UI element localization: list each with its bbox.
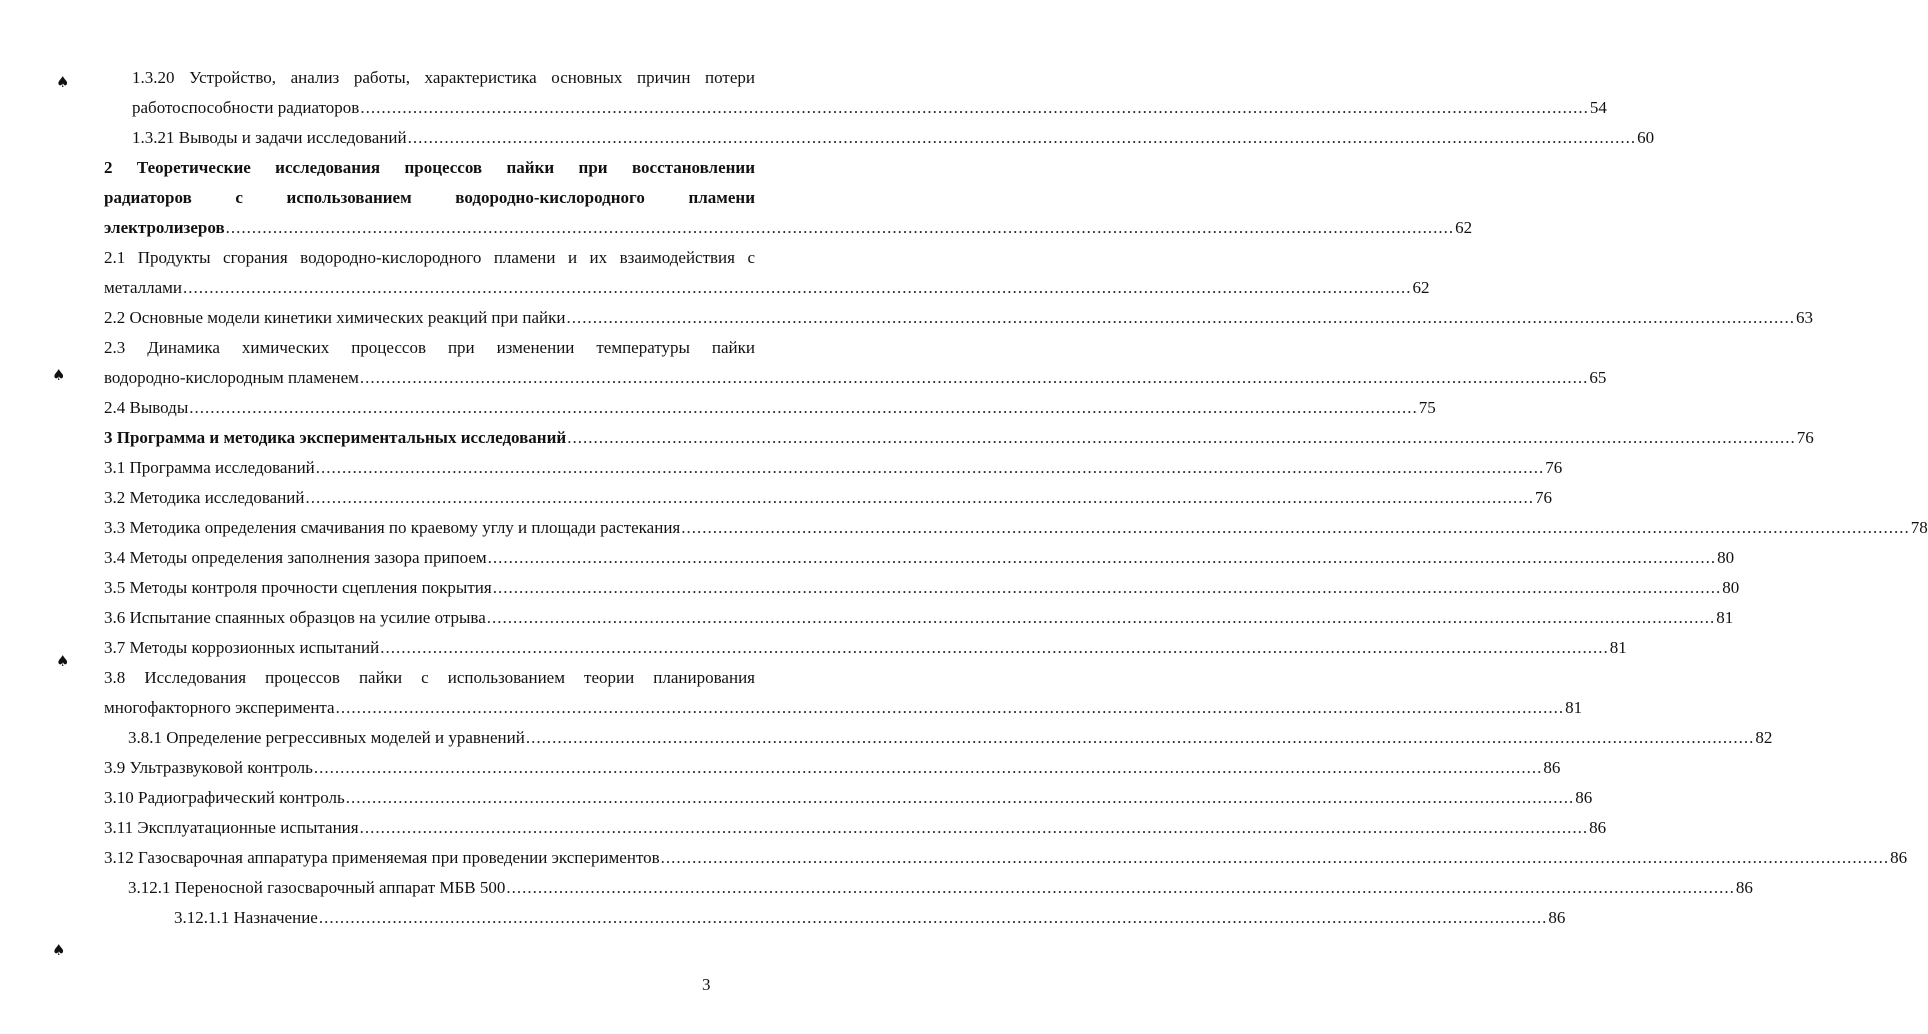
punch-hole-mark: ♠ bbox=[52, 366, 66, 384]
toc-leader-dots: .......................................................................................................................................................................................................................................... bbox=[681, 518, 1910, 537]
toc-leader-dots: .......................................................................................................................................................................................................................................... bbox=[506, 878, 1735, 897]
toc-entry-title: 3.12.1.1 Назначение bbox=[174, 908, 318, 927]
toc-entry-3-9[interactable] bbox=[104, 753, 1561, 783]
toc-page-number: 86 bbox=[1890, 848, 1908, 867]
toc-leader-dots: .......................................................................................................................................................................................................................................... bbox=[359, 368, 1589, 387]
toc-leader-dots: .......................................................................................................................................................................................................................................... bbox=[487, 548, 1717, 567]
page-number: 3 bbox=[702, 975, 711, 994]
toc-page-number: 86 bbox=[1548, 908, 1566, 927]
toc-entry-title: металлами bbox=[104, 278, 183, 297]
toc-leader-dots: .......................................................................................................................................................................................................................................... bbox=[345, 788, 1575, 807]
toc-leader-dots: .......................................................................................................................................................................................................................................... bbox=[335, 698, 1565, 717]
toc-leader-dots: .......................................................................................................................................................................................................................................... bbox=[183, 278, 1412, 297]
toc-entry-3-5[interactable] bbox=[104, 573, 1740, 603]
toc-page-number: 86 bbox=[1575, 788, 1593, 807]
toc-entry-3-12-1-1[interactable] bbox=[174, 903, 1566, 933]
toc-entry-title: работоспособности радиаторов bbox=[132, 98, 360, 117]
toc-page-number: 76 bbox=[1534, 488, 1552, 507]
toc-chapter-3[interactable] bbox=[104, 423, 1814, 453]
toc-page-number: 63 bbox=[1795, 308, 1813, 327]
toc-entry-2-3[interactable] bbox=[104, 363, 1607, 393]
toc-page-number: 86 bbox=[1543, 758, 1561, 777]
toc-page-number: 80 bbox=[1717, 548, 1735, 567]
toc-page-number: 81 bbox=[1565, 698, 1583, 717]
toc-entry-2-2[interactable] bbox=[104, 303, 1813, 333]
toc-page-number: 78 bbox=[1910, 518, 1928, 537]
toc-leader-dots: .......................................................................................................................................................................................................................................... bbox=[189, 398, 1418, 417]
toc-entry-2-1-line1: 2.1 Продукты сгорания водородно-кислородного пламени и их взаимодействия с bbox=[104, 248, 755, 267]
toc-entry-title: 3.12 Газосварочная аппаратура применяемая при проведении экспериментов bbox=[104, 848, 660, 867]
toc-entry-1-3-21[interactable] bbox=[132, 123, 1655, 153]
toc-entry-2-1[interactable] bbox=[104, 273, 1430, 303]
toc-page-number: 80 bbox=[1722, 578, 1740, 597]
toc-entry-title: 1.3.21 Выводы и задачи исследований bbox=[132, 128, 407, 147]
punch-hole-mark: ♠ bbox=[56, 652, 70, 670]
toc-entry-title: водородно-кислородным пламенем bbox=[104, 368, 359, 387]
toc-leader-dots: .......................................................................................................................................................................................................................................... bbox=[305, 488, 1534, 507]
toc-page-number: 54 bbox=[1589, 98, 1607, 117]
toc-entry-title: 3.11 Эксплуатационные испытания bbox=[104, 818, 359, 837]
toc-entry-title: 3.10 Радиографический контроль bbox=[104, 788, 345, 807]
toc-entry-3-7[interactable] bbox=[104, 633, 1627, 663]
toc-leader-dots: .......................................................................................................................................................................................................................................... bbox=[407, 128, 1637, 147]
toc-entry-2-3-line1: 2.3 Динамика химических процессов при изменении температуры пайки bbox=[104, 338, 755, 357]
toc-entry-title: 3.2 Методика исследований bbox=[104, 488, 305, 507]
toc-entry-title: 3.1 Программа исследований bbox=[104, 458, 315, 477]
toc-page-number: 75 bbox=[1418, 398, 1436, 417]
toc-page-number: 62 bbox=[1455, 218, 1473, 237]
toc-entry-3-12[interactable] bbox=[104, 843, 1908, 873]
toc-leader-dots: .......................................................................................................................................................................................................................................... bbox=[225, 218, 1455, 237]
toc-entry-3-4[interactable] bbox=[104, 543, 1735, 573]
toc-entry-1-3-20-line1: 1.3.20 Устройство, анализ работы, характеристика основных причин потери bbox=[132, 68, 755, 87]
toc-entry-3-3[interactable] bbox=[104, 513, 1928, 543]
toc-chapter-2-line2: радиаторов с использованием водородно-кислородного пламени bbox=[104, 188, 755, 207]
toc-leader-dots: .......................................................................................................................................................................................................................................... bbox=[567, 428, 1796, 447]
toc-leader-dots: .......................................................................................................................................................................................................................................... bbox=[486, 608, 1716, 627]
toc-chapter-2-line1: 2 Теоретические исследования процессов пайки при восстановлении bbox=[104, 158, 755, 177]
toc-leader-dots: .......................................................................................................................................................................................................................................... bbox=[380, 638, 1609, 657]
toc-entry-1-3-20[interactable] bbox=[132, 93, 1607, 123]
toc-entry-title: 2.2 Основные модели кинетики химических реакций при пайки bbox=[104, 308, 566, 327]
toc-entry-title: 3.12.1 Переносной газосварочный аппарат МБВ 500 bbox=[128, 878, 506, 897]
punch-hole-mark: ♠ bbox=[52, 941, 66, 959]
toc-entry-title: электролизеров bbox=[104, 218, 225, 237]
toc-leader-dots: .......................................................................................................................................................................................................................................... bbox=[318, 908, 1548, 927]
toc-page-number: 76 bbox=[1545, 458, 1563, 477]
toc-page-number: 82 bbox=[1755, 728, 1773, 747]
toc-page-number: 65 bbox=[1589, 368, 1607, 387]
toc-entry-3-8-1[interactable] bbox=[128, 723, 1773, 753]
toc-page-number: 76 bbox=[1796, 428, 1814, 447]
toc-entry-title: 2.4 Выводы bbox=[104, 398, 189, 417]
toc-leader-dots: .......................................................................................................................................................................................................................................... bbox=[492, 578, 1722, 597]
toc-chapter-2[interactable] bbox=[104, 213, 1473, 243]
toc-page-number: 62 bbox=[1412, 278, 1430, 297]
toc-leader-dots: .......................................................................................................................................................................................................................................... bbox=[566, 308, 1795, 327]
toc-entry-3-11[interactable] bbox=[104, 813, 1607, 843]
toc-entry-3-12-1[interactable] bbox=[128, 873, 1753, 903]
punch-hole-mark: ♠ bbox=[56, 73, 70, 91]
toc-entry-title: 3.6 Испытание спаянных образцов на усилие отрыва bbox=[104, 608, 486, 627]
toc-leader-dots: .......................................................................................................................................................................................................................................... bbox=[359, 818, 1589, 837]
toc-entry-3-8[interactable] bbox=[104, 693, 1583, 723]
toc-leader-dots: .......................................................................................................................................................................................................................................... bbox=[360, 98, 1589, 117]
toc-leader-dots: .......................................................................................................................................................................................................................................... bbox=[525, 728, 1755, 747]
toc-leader-dots: .......................................................................................................................................................................................................................................... bbox=[660, 848, 1890, 867]
toc-leader-dots: .......................................................................................................................................................................................................................................... bbox=[315, 458, 1545, 477]
toc-entry-title: 3.8.1 Определение регрессивных моделей и уравнений bbox=[128, 728, 525, 747]
toc-page-number: 60 bbox=[1637, 128, 1655, 147]
toc-entry-3-6[interactable] bbox=[104, 603, 1734, 633]
toc-entry-title: 3 Программа и методика экспериментальных исследований bbox=[104, 428, 567, 447]
toc-entry-3-1[interactable] bbox=[104, 453, 1563, 483]
toc-page-number: 81 bbox=[1609, 638, 1627, 657]
toc-entry-title: 3.9 Ультразвуковой контроль bbox=[104, 758, 313, 777]
toc-leader-dots: .......................................................................................................................................................................................................................................... bbox=[313, 758, 1543, 777]
toc-page-number: 81 bbox=[1716, 608, 1734, 627]
toc-entry-title: 3.3 Методика определения смачивания по краевому углу и площади растекания bbox=[104, 518, 681, 537]
toc-entry-3-2[interactable] bbox=[104, 483, 1552, 513]
toc-page-number: 86 bbox=[1589, 818, 1607, 837]
toc-page-number: 86 bbox=[1735, 878, 1753, 897]
toc-entry-title: 3.7 Методы коррозионных испытаний bbox=[104, 638, 380, 657]
toc-entry-2-4[interactable] bbox=[104, 393, 1436, 423]
toc-entry-3-8-line1: 3.8 Исследования процессов пайки с использованием теории планирования bbox=[104, 668, 755, 687]
toc-entry-title: многофакторного эксперимента bbox=[104, 698, 335, 717]
toc-entry-title: 3.4 Методы определения заполнения зазора припоем bbox=[104, 548, 487, 567]
toc-entry-3-10[interactable] bbox=[104, 783, 1593, 813]
toc-entry-title: 3.5 Методы контроля прочности сцепления покрытия bbox=[104, 578, 492, 597]
